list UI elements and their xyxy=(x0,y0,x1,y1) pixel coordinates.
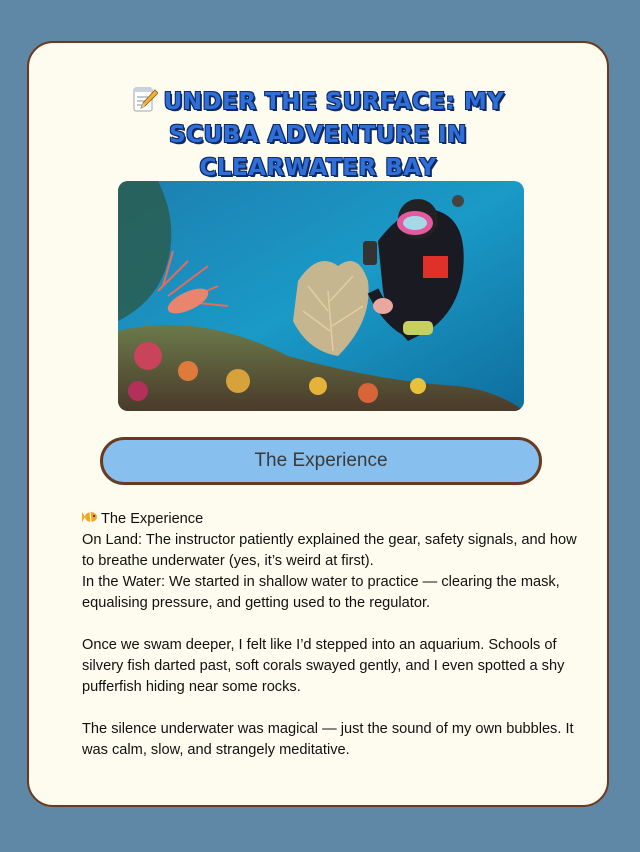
tropical-fish-icon xyxy=(82,510,98,524)
paragraph-silence: The silence underwater was magical — just the sound of my own bubbles. It was calm, slow, and strangely meditative. xyxy=(82,721,574,758)
article-body xyxy=(82,509,587,761)
scuba-diver-reef-photo xyxy=(118,181,524,411)
paragraph-in-water: In the Water: We started in shallow water to practice — clearing the mask, equalising pressure, and getting used to the regulator. xyxy=(82,574,560,611)
content-heading: The Experience xyxy=(82,509,587,530)
paragraph-on-land: On Land: The instructor patiently explained the gear, safety signals, and how to breathe underwater (yes, it’s weird at first). xyxy=(82,532,577,569)
section-heading-pill: The Experience xyxy=(100,437,542,485)
blog-card xyxy=(27,41,609,807)
page-title-text: UNDER THE SURFACE: MY SCUBA ADVENTURE IN CLEARWATER BAY xyxy=(163,89,505,181)
memo-pencil-icon xyxy=(132,85,158,113)
paragraph-deeper: Once we swam deeper, I felt like I’d stepped into an aquarium. Schools of silvery fish darted past, soft corals swayed gently, and I even spotted a shy pufferfish hiding near some rocks. xyxy=(82,637,565,695)
page-title xyxy=(89,85,547,185)
